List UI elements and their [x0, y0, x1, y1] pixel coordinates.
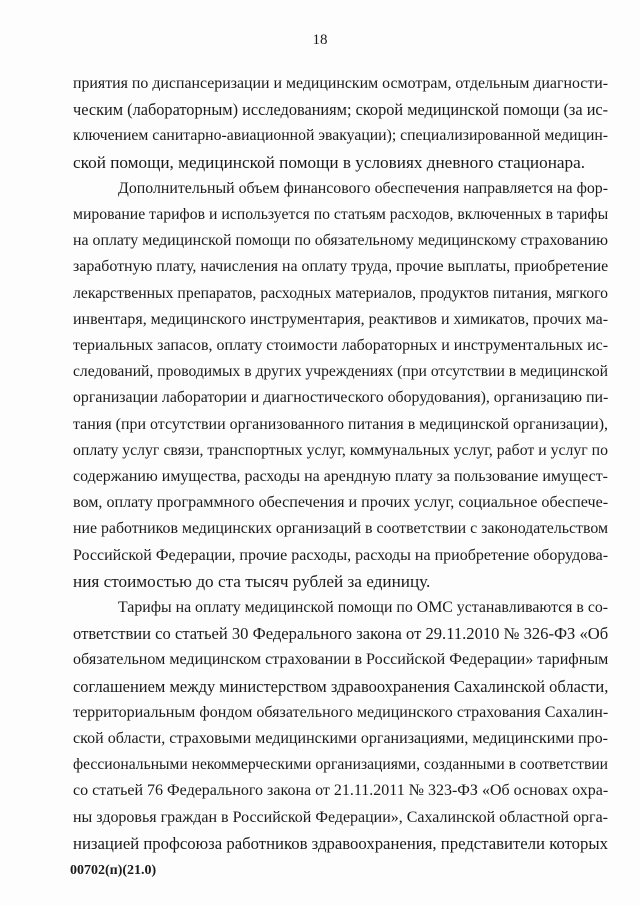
- text-line: лекарственных препаратов, расходных материалов, продуктов питания, мягкого: [73, 284, 608, 302]
- page-number: 18: [312, 32, 328, 48]
- text-line: оплату услуг связи, транспортных услуг, коммунальных услуг, работ и услуг по: [73, 441, 608, 459]
- text-line: вом, оплату программного обеспечения и прочих услуг, социальное обеспече-: [73, 494, 609, 512]
- text-line: соглашением между министерством здравоохранения Сахалинской области,: [73, 676, 609, 696]
- text-line: ния стоимостью до ста тысяч рублей за единицу.: [73, 571, 431, 591]
- text-line: Российской Федерации, прочие расходы, расходы на приобретение оборудова-: [73, 546, 609, 564]
- text-line: ответствии со статьей 30 Федерального закона от 29.11.2010 № 326-ФЗ «Об: [73, 624, 609, 644]
- text-line: территориальным фондом обязательного медицинского страхования Сахалин-: [73, 703, 609, 721]
- text-line: тания (при отсутствии организованного питания в медицинской организации),: [73, 415, 608, 433]
- text-line: ны здоровья граждан в Российской Федерации», Сахалинской областной орга-: [73, 808, 608, 826]
- text-line: Дополнительный объем финансового обеспечения направляется на фор-: [118, 179, 608, 197]
- text-line: низацией профсоюза работников здравоохранения, представители которых: [73, 833, 608, 853]
- text-line: фессиональными некоммерческими организациями, созданными в соответствии: [73, 756, 609, 774]
- text-line: ской области, страховыми медицинскими организациями, медицинскими про-: [73, 730, 608, 747]
- text-line: приятия по диспансеризации и медицинским осмотрам, отдельным диагности-: [73, 75, 609, 92]
- text-line: Тарифы на оплату медицинской помощи по ОМС устанавливаются в со-: [118, 599, 609, 616]
- text-line: ческим (лабораторным) исследованиям; скорой медицинской помощи (за ис-: [73, 100, 609, 120]
- text-line: инвентаря, медицинского инструментария, реактивов и химикатов, прочих ма-: [73, 310, 609, 328]
- text-line: со статьей 76 Федерального закона от 21.11.2011 № 323-ФЗ «Об основах охра-: [73, 782, 609, 800]
- text-line: заработную плату, начисления на оплату труда, прочие выплаты, приобретение: [73, 258, 609, 276]
- text-line: обязательном медицинском страховании в Российской Федерации» тарифным: [73, 651, 609, 669]
- document-code: 00702(п)(21.0): [70, 863, 157, 878]
- text-line: ние работников медицинских организаций в соответствии с законодательством: [73, 520, 608, 538]
- text-line: ключением санитарно-авиационной эвакуации); специализированной медицин-: [73, 127, 609, 145]
- text-line: следований, проводимых в других учреждениях (при отсутствии в медицинской: [73, 363, 608, 381]
- text-line: организации лаборатории и диагностического оборудования), организацию пи-: [73, 389, 609, 407]
- text-line: на оплату медицинской помощи по обязательному медицинскому страхованию: [73, 232, 608, 250]
- text-line: мирование тарифов и используется по статьям расходов, включенных в тарифы: [73, 206, 609, 223]
- text-line: ской помощи, медицинской помощи в условиях дневного стационара.: [73, 152, 586, 172]
- text-line: териальных запасов, оплату стоимости лабораторных и инструментальных ис-: [73, 337, 608, 354]
- text-line: содержанию имущества, расходы на арендную плату за пользование имущест-: [73, 468, 608, 485]
